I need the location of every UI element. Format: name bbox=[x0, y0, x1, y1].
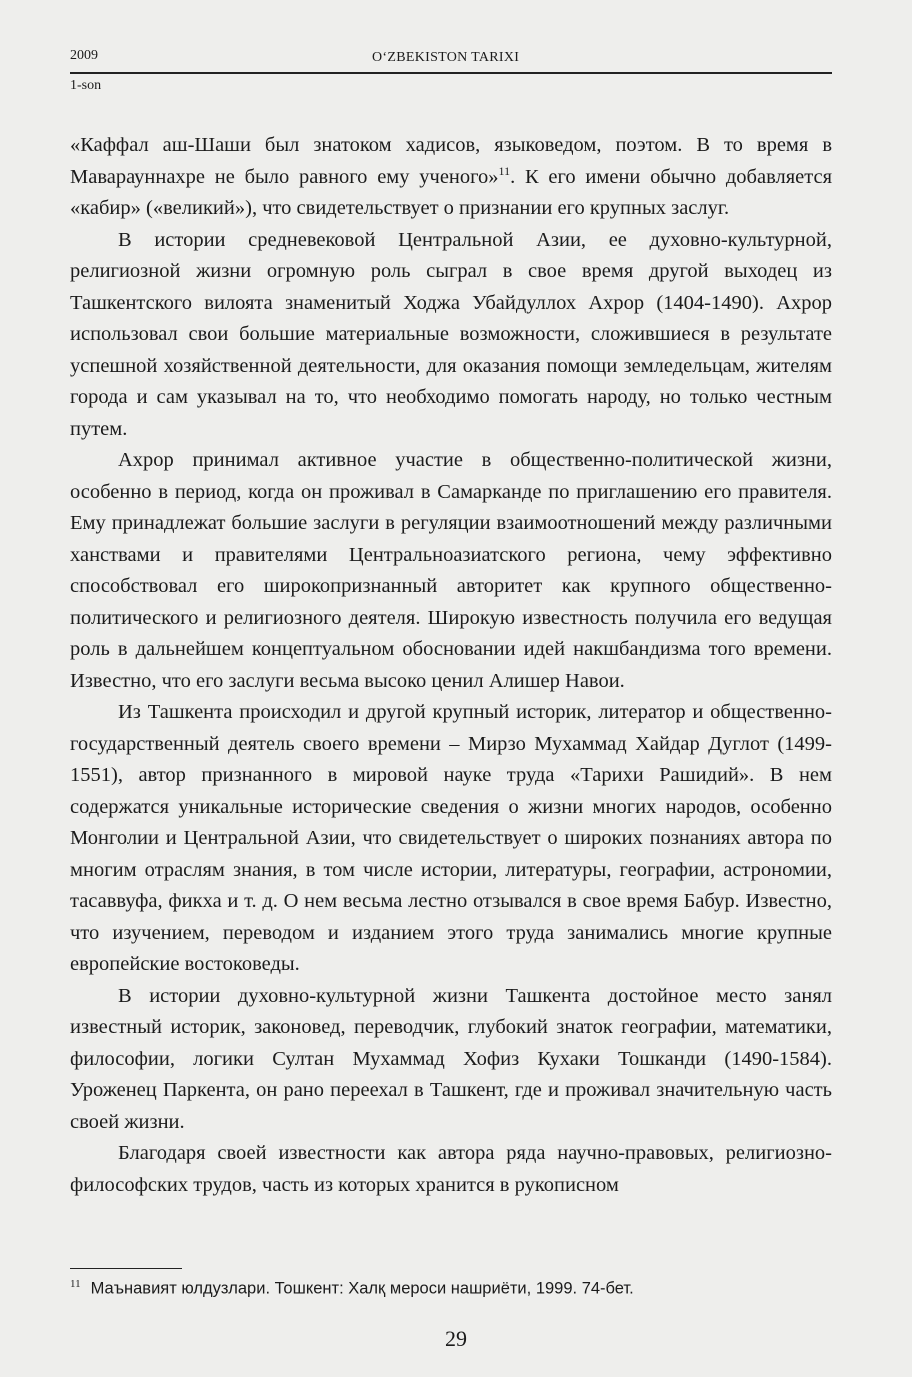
paragraph-1 bbox=[70, 130, 832, 225]
paragraph-5: В истории духовно-культурной жизни Ташкента достойное место занял известный историк, законовед, переводчик, глубокий знаток географии, математики, философии, логики Султан Мухаммад Хофиз Кухаки Тошканди (1490-1584). Уроженец Паркента, он рано переехал в Ташкент, где и проживал значительную часть своей жизни. bbox=[70, 984, 832, 1133]
paragraph-6: Благодаря своей известности как автора ряда научно-правовых, религиозно-философских трудов, часть из которых хранится в рукописном bbox=[70, 1142, 832, 1196]
footnote bbox=[70, 1278, 634, 1299]
header-divider bbox=[70, 72, 832, 74]
paragraph-3: Ахрор принимал активное участие в общественно-политической жизни, особенно в период, когда он проживал в Самарканде по приглашению его правителя. Ему принадлежат большие заслуги в регуляции взаимоотношений между различными ханствами и правителями Центральноазиатского региона, чему эффективно способствовал его широкопризнанный авторитет как крупного общественно-политического и религиозного деятеля. Широкую известность получила его ведущая роль в дальнейшем концептуальном обосновании идей накшбандизма того времени. Известно, что его заслуги весьма высоко ценил Алишер Навои. bbox=[70, 449, 832, 692]
paragraph-text: «Каффал аш-Шаши был знатоком хадисов, языковедом, поэтом. В то время в Маварауннахре не было равного ему ученого» bbox=[70, 134, 832, 188]
footnote-divider bbox=[70, 1268, 182, 1269]
page-number: 29 bbox=[445, 1326, 467, 1351]
paragraph-text-continued: . К его имени обычно добавляется «кабир» («великий»), что свидетельствует о признании его крупных заслуг. bbox=[70, 165, 832, 219]
header-year: 2009 bbox=[70, 48, 98, 63]
header-issue: 1-son bbox=[70, 78, 102, 93]
footnote-number: 11 bbox=[70, 1278, 81, 1290]
paragraph-4: Из Ташкента происходил и другой крупный историк, литератор и общественно-государственный деятель своего времени – Мирзо Мухаммад Хайдар Дуглот (1499-1551), автор признанного в мировой науке труда «Тарихи Рашидий». В нем содержатся уникальные исторические сведения о жизни многих народов, особенно Монголии и Центральной Азии, что свидетельствует о широких познаниях автора по многим отраслям знания, в том числе истории, литературы, географии, астрономии, тасаввуфа, фикха и т. д. О нем весьма лестно отзывался в свое время Бабур. Известно, что изучением, переводом и изданием этого труда занимались многие крупные европейские востоковеды. bbox=[70, 701, 832, 975]
article-body bbox=[70, 130, 832, 1201]
footnote-text: Маънавият юлдузлари. Тошкент: Халқ мероси нашриёти, 1999. 74-бет. bbox=[90, 1279, 634, 1298]
header-journal-title: O‘ZBEKISTON TARIXI bbox=[372, 50, 520, 65]
footnote-reference[interactable]: 11 bbox=[498, 163, 511, 178]
paragraph-2: В истории средневековой Центральной Азии, ее духовно-культурной, религиозной жизни огромную роль сыграл в свое время другой выходец из Ташкентского вилоята знаменитый Ходжа Убайдуллох Ахрор (1404-1490). Ахрор использовал свои большие материальные возможности, сложившиеся в результате успешной хозяйственной деятельности, для оказания помощи земледельцам, жителям города и сам указывал на то, что необходимо помогать народу, но только честным путем. bbox=[70, 228, 832, 440]
